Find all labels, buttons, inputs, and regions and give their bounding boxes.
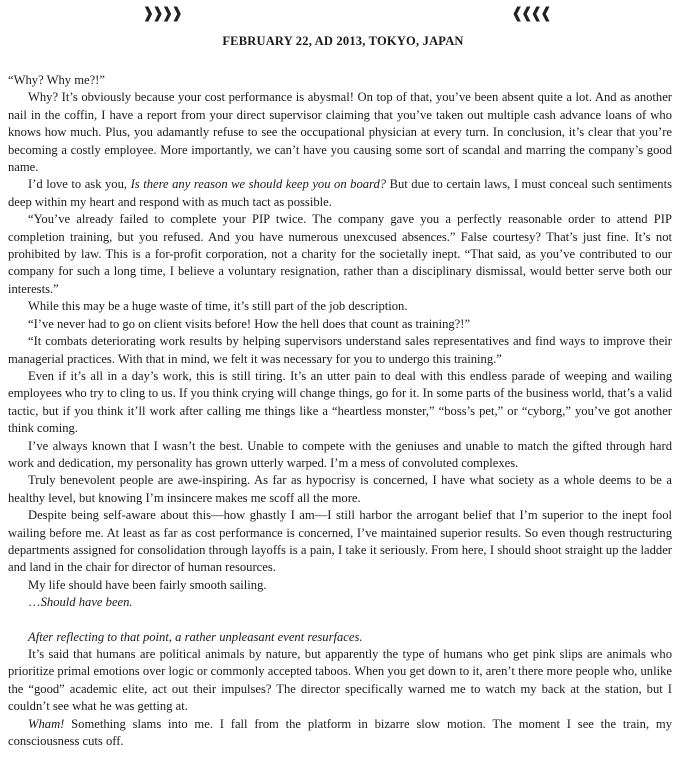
paragraph	[8, 176, 672, 211]
paragraph: “It combats deteriorating work results by helping supervisors understand sales representatives and find ways to improve their managerial practices. With that in mind, we felt it was necessary for you to undergo this training.”	[8, 334, 672, 366]
paragraph	[8, 629, 672, 646]
paragraph: My life should have been fairly smooth sailing.	[28, 577, 267, 592]
paragraph-text: I’d love to ask you,	[28, 177, 131, 192]
paragraph: I’ve always known that I wasn’t the best. Unable to compete with the geniuses and unable to match the gifted through hard work and dedication, my personality has grown utterly warped. I’m a mess of convoluted complexes.	[8, 438, 672, 470]
paragraph-emphasis: After reflecting to that point, a rather unpleasant event resurfaces.	[28, 629, 363, 644]
paragraph: Even if it’s all in a day’s work, this is still tiring. It’s an utter pain to deal with this endless parade of weeping and wailing employees who try to cling to us. If you think crying will change things, go for it. In some parts of the business world, that’s a valid tactic, but if you think it’ll work after calling me things like a “heartless monster,” “boss’s pet,” or “cyborg,” you’ve got another think coming.	[8, 368, 672, 436]
chevron-right-ornament-icon: ❱❱❱❱	[142, 4, 181, 22]
paragraph: Truly benevolent people are awe-inspiring. As far as hypocrisy is concerned, I have what society as a whole deems to be a healthy level, but knowing I’m insincere makes me scoff all the more.	[8, 473, 672, 505]
paragraph-text: Something slams into me. I fall from the platform in bizarre slow motion. The moment I see the train, my consciousness cuts off.	[8, 716, 672, 749]
paragraph: It’s said that humans are political animals by nature, but apparently the type of humans who get pink slips are animals who prioritize primal emotions over logic or commonly accepted taboos. When you get down to it, aren’t there more people who, unlike the “good” academic elite, act out their impulses? The director specifically warned me to watch my back at the station, but I couldn’t see what he was getting at.	[8, 647, 672, 714]
paragraph-emphasis: Should have been.	[40, 595, 133, 610]
paragraph	[8, 716, 672, 751]
paragraph: “Why? Why me?!”	[8, 73, 105, 87]
paragraph: Despite being self-aware about this—how ghastly I am—I still harbor the arrogant belief that I’m superior to the inept fool wailing before me. At least as far as cost performance is concerned, I’ve maintained superior results. So even though restructuring departments assigned for consolidation through layoffs is a pain, I take it seriously. From here, I should shoot straight up the ladder and land in the chair for director of human resources.	[8, 508, 672, 575]
paragraph: Why? It’s obviously because your cost performance is abysmal! On top of that, you’ve been absent quite a lot. And as another nail in the coffin, I have a report from your direct supervisor claiming that you’ve taken out multiple cash advance loans of who knows how much. Plus, you adamantly refuse to see the occupational physician at every turn. In conclusion, it’s clear that you’re becoming a costly employee. More importantly, we can’t have you causing some sort of scandal and marring the company’s good name.	[8, 90, 672, 175]
paragraph-emphasis: Is there any reason we should keep you on board?	[130, 177, 387, 192]
paragraph: “You’ve already failed to complete your PIP twice. The company gave you a perfectly reasonable order to attend PIP completion training, but you refused. And you have numerous unexcused absences.” False courtesy? That’s just fine. It’s not prohibited by law. This is a for-profit corporation, not a charity for the societally inept. “That said, as you’ve contributed to our company for such a long time, I believe a voluntary resignation, rather than a disciplinary dismissal, would better serve both our interests.”	[8, 212, 672, 296]
paragraph-text: But due to certain laws, I must conceal such sentiments deep within my heart and respond with as much tact as possible.	[8, 177, 672, 209]
chapter-heading: FEBRUARY 22, AD 2013, TOKYO, JAPAN	[222, 34, 464, 48]
paragraph	[8, 594, 672, 611]
chevron-left-ornament-icon: ❰❰❰❰	[511, 4, 550, 22]
paragraph-text: …	[28, 595, 41, 610]
paragraph-emphasis: Wham!	[28, 716, 65, 731]
body-text	[8, 72, 672, 750]
paragraph: While this may be a huge waste of time, it’s still part of the job description.	[28, 299, 408, 314]
paragraph: “I’ve never had to go on client visits before! How the hell does that count as training?!”	[28, 316, 471, 331]
